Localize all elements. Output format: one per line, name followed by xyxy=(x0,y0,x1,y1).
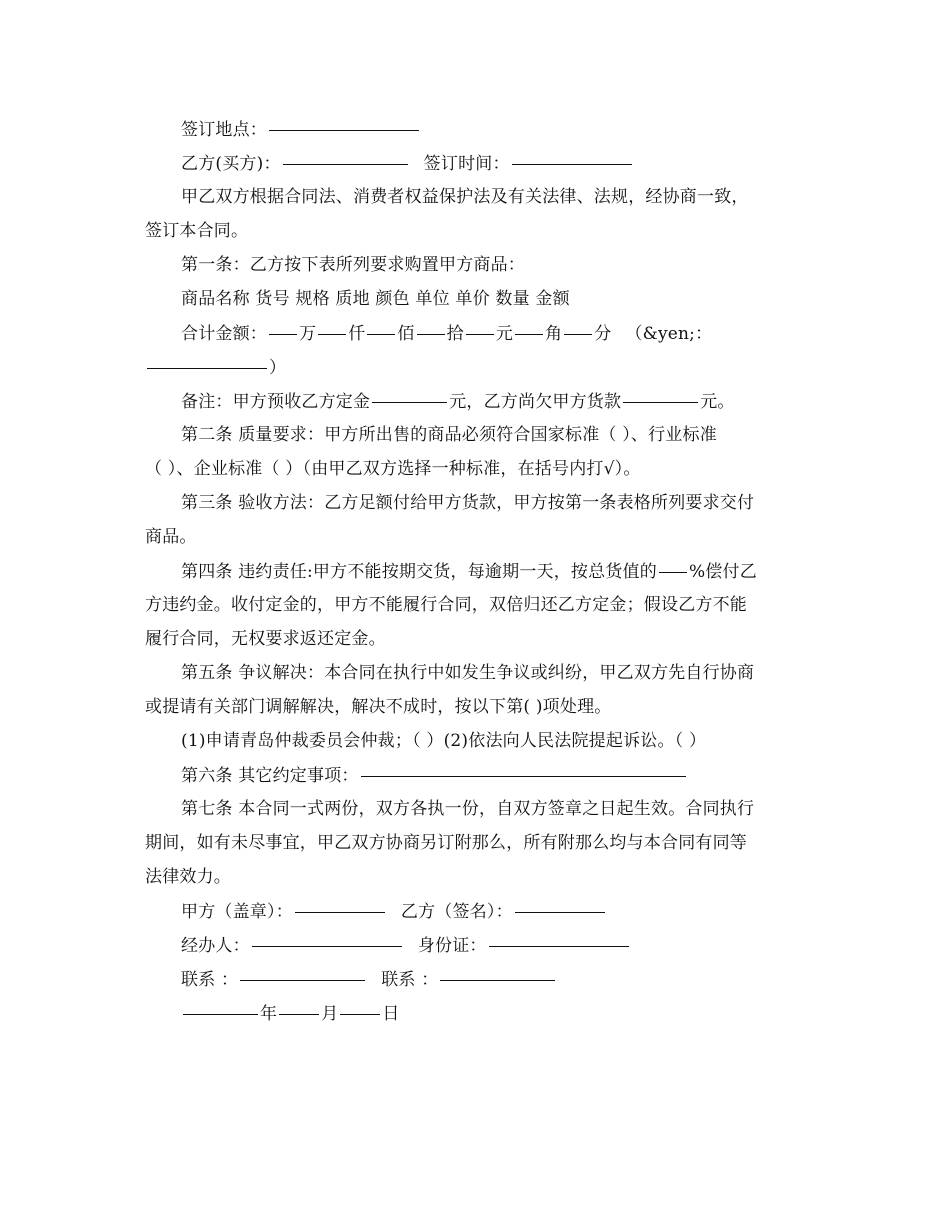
penalty-percent-blank xyxy=(659,550,687,573)
article-5-line-2: 或提请有关部门调解解决，解决不成时，按以下第( )项处理。 xyxy=(145,697,612,717)
article-6-label: 第六条 其它约定事项： xyxy=(181,766,359,786)
contact-a-blank xyxy=(240,958,365,981)
total-yuan: 元 xyxy=(495,324,514,344)
total-yen: （&yen;： xyxy=(625,324,713,344)
article-7-line-3: 法律效力。 xyxy=(145,867,231,887)
total-amount-line xyxy=(145,316,810,350)
total-shi: 拾 xyxy=(446,324,464,344)
id-label: 身份证： xyxy=(417,936,487,956)
contact-a-label: 联系 ： xyxy=(181,970,239,990)
signature-line xyxy=(145,894,810,928)
article-3-line-2: 商品。 xyxy=(145,527,197,547)
contract-body xyxy=(145,112,810,1030)
buyer-blank xyxy=(283,142,408,165)
buyer-label: 乙方(买方)： xyxy=(181,154,281,174)
contact-line xyxy=(145,962,810,996)
article-2-line-1: 第二条 质量要求：甲方所出售的商品必须符合国家标准（ ）、行业标准 xyxy=(181,425,717,445)
article-4-line-3: 履行合同，无权要求返还定金。 xyxy=(145,629,386,649)
agent-label: 经办人： xyxy=(181,936,250,956)
total-jiao: 角 xyxy=(545,324,563,344)
total-blank-yuan xyxy=(466,312,494,335)
article-2-line-2: （ ）、企业标准（ ）（由甲乙双方选择一种标准，在括号内打√）。 xyxy=(145,459,641,479)
total-yen-blank xyxy=(147,346,267,369)
intro-line-2: 签订本合同。 xyxy=(145,221,249,241)
article-1: 第一条：乙方按下表所列要求购置甲方商品： xyxy=(181,255,525,275)
total-fen: 分 xyxy=(594,324,612,344)
note-mid: 元，乙方尚欠甲方货款 xyxy=(449,392,622,412)
article-6-line xyxy=(145,758,810,792)
party-a-seal-blank xyxy=(295,890,385,913)
note-prefix: 备注：甲方预收乙方定金 xyxy=(181,392,371,412)
agent-blank xyxy=(252,924,402,947)
article-4-line-2: 方违约金。收付定金的，甲方不能履行合同，双倍归还乙方定金；假设乙方不能 xyxy=(145,595,747,615)
other-terms-blank xyxy=(361,754,686,777)
total-qian: 仟 xyxy=(348,324,366,344)
contact-b-label: 联系 ： xyxy=(381,970,439,990)
year-blank xyxy=(183,992,258,1015)
article-4-text-b: %偿付乙 xyxy=(688,562,757,582)
total-bai: 佰 xyxy=(397,324,415,344)
total-close: ） xyxy=(269,358,287,378)
article-7-line-2: 期间，如有未尽事宜，甲乙双方协商另订附那么，所有附那么均与本合同有同等 xyxy=(145,833,747,853)
total-blank-wan xyxy=(269,312,297,335)
article-4-text-a: 第四条 违约责任:甲方不能按期交货，每逾期一天，按总货值的 xyxy=(181,562,657,582)
agent-id-line xyxy=(145,928,810,962)
party-a-seal-label: 甲方（盖章）： xyxy=(181,902,293,922)
article-5-line-1: 第五条 争议解决：本合同在执行中如发生争议或纠纷，甲乙双方先自行协商 xyxy=(181,663,755,683)
total-blank-jiao xyxy=(515,312,543,335)
intro-line-1: 甲乙双方根据合同法、消费者权益保护法及有关法律、法规，经协商一致， xyxy=(181,187,749,207)
article-7-line-1: 第七条 本合同一式两份，双方各执一份，自双方签章之日起生效。合同执行 xyxy=(181,799,755,819)
total-prefix: 合计金额： xyxy=(181,324,267,344)
sign-place-label: 签订地点： xyxy=(181,120,267,140)
article-3-line-1: 第三条 验收方法：乙方足额付给甲方货款，甲方按第一条表格所列要求交付 xyxy=(181,493,755,513)
date-line xyxy=(145,996,810,1030)
month-blank xyxy=(279,992,319,1015)
buyer-time-line xyxy=(145,146,810,180)
date-day: 日 xyxy=(382,1004,400,1024)
date-year: 年 xyxy=(260,1004,278,1024)
goods-header: 商品名称 货号 规格 质地 颜色 单位 单价 数量 金额 xyxy=(181,289,570,309)
deposit-blank xyxy=(372,380,447,403)
sign-time-blank xyxy=(512,142,632,165)
total-blank-shi xyxy=(417,312,445,335)
balance-blank xyxy=(623,380,698,403)
total-wan: 万 xyxy=(299,324,317,344)
day-blank xyxy=(340,992,380,1015)
note-end: 元。 xyxy=(700,392,735,412)
article-4-line-1 xyxy=(145,554,810,588)
date-month: 月 xyxy=(321,1004,339,1024)
sign-place-line xyxy=(145,112,810,146)
note-line xyxy=(145,384,810,418)
article-5-line-3: (1)申请青岛仲裁委员会仲裁；（ ）(2)依法向人民法院提起诉讼。（ ） xyxy=(181,731,707,751)
party-b-sign-blank xyxy=(515,890,605,913)
sign-place-blank xyxy=(269,108,419,131)
total-blank-qian xyxy=(318,312,346,335)
total-amount-line-2 xyxy=(145,350,810,384)
total-blank-fen xyxy=(564,312,592,335)
total-blank-bai xyxy=(367,312,395,335)
contact-b-blank xyxy=(440,958,555,981)
sign-time-label: 签订时间： xyxy=(423,154,510,174)
party-b-sign-label: 乙方（签名）： xyxy=(400,902,513,922)
id-blank xyxy=(489,924,629,947)
